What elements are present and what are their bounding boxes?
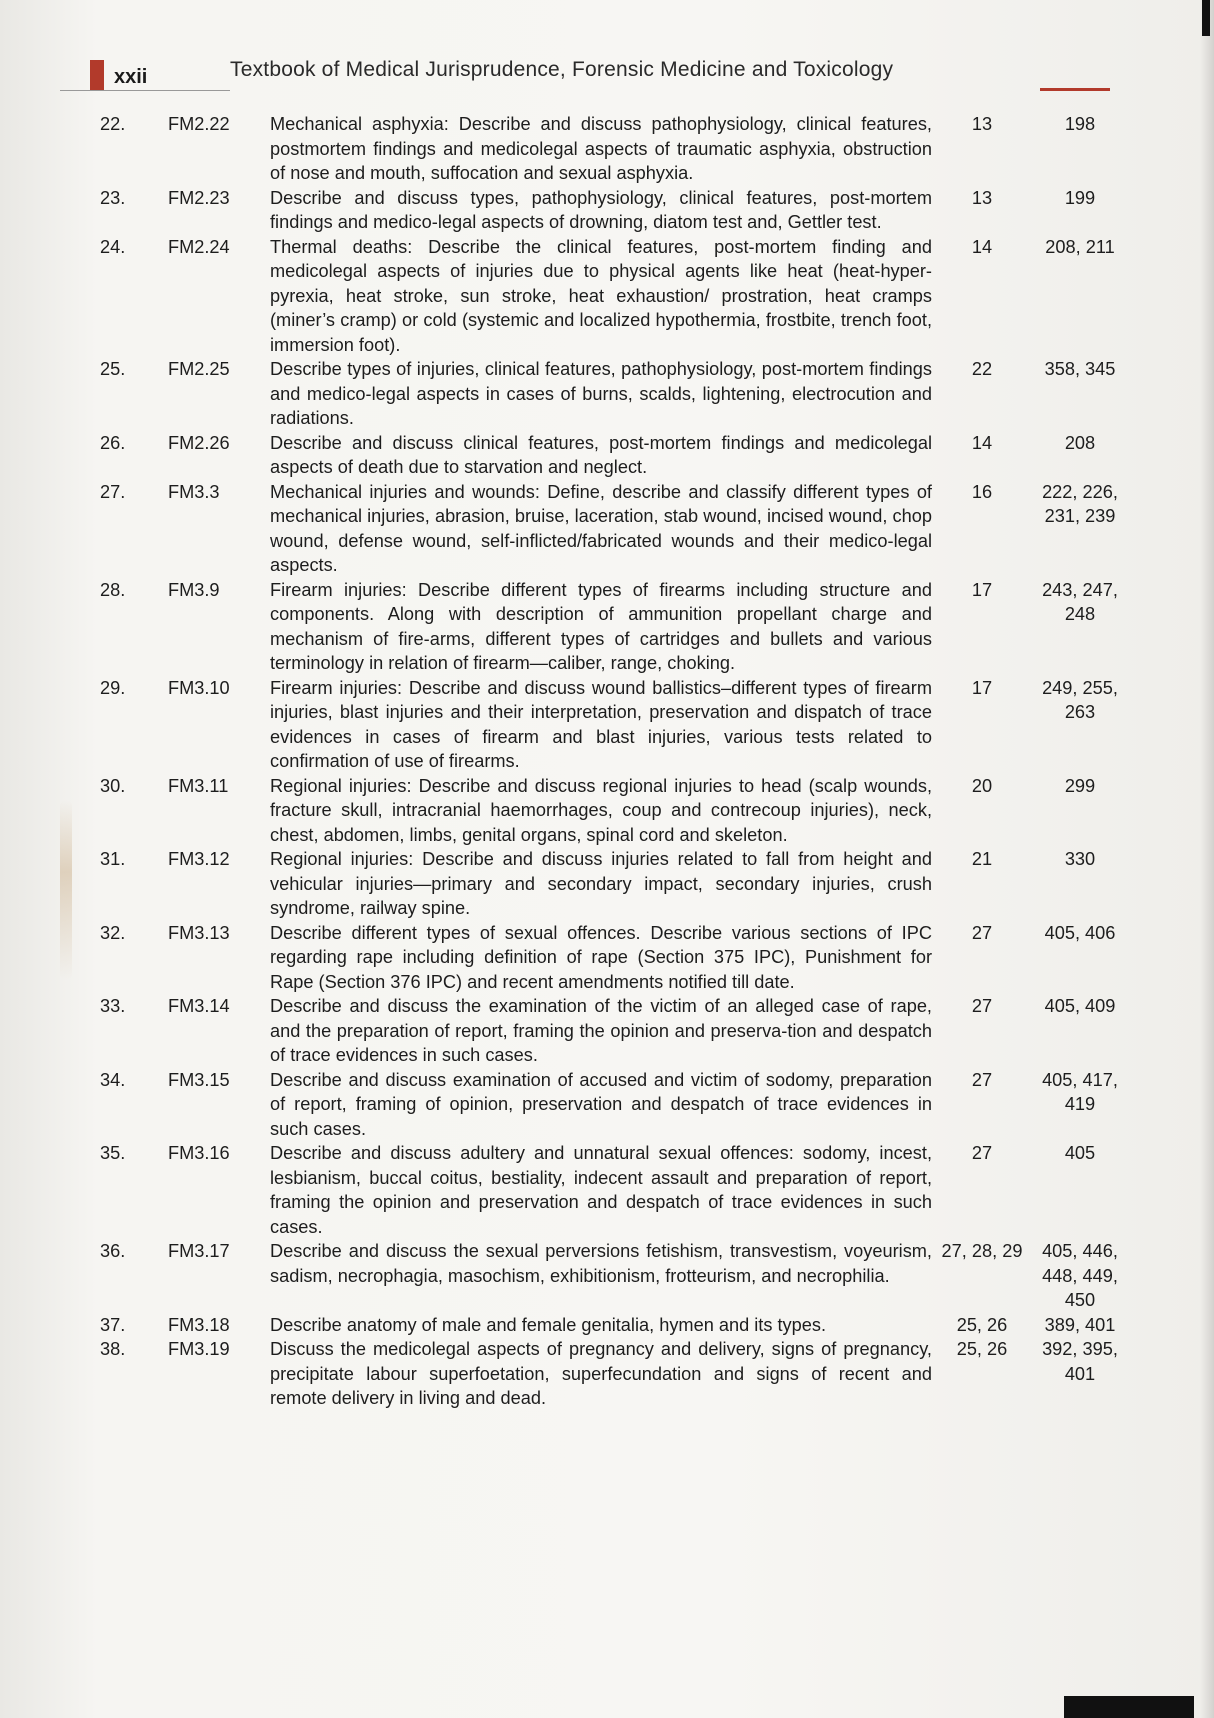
chapter-number: 22 — [971, 359, 993, 379]
row-number: 34. — [100, 1069, 126, 1090]
chapter-number: 13 — [971, 187, 993, 208]
page-numbers: 405, 446, 448, 449, 450 — [1042, 1241, 1118, 1310]
competency-description: Describe and discuss adultery and unnatural sexual offences: sodomy, incest, lesbianism, buccal coitus, bestiality, indecent assault and preparation of report, framing the opinion and preservation and despatch of trace evidences in such cases. — [270, 1143, 932, 1237]
row-number: 25. — [100, 359, 126, 379]
table-row — [100, 1337, 1140, 1411]
page-numbers: 199 — [1064, 187, 1096, 208]
row-number: 29. — [100, 677, 126, 698]
competency-code: FM3.11 — [168, 775, 229, 796]
chapter-number: 17 — [971, 579, 993, 600]
competency-code: FM3.15 — [168, 1069, 230, 1090]
competency-description: Describe and discuss the sexual perversions fetishism, transvestism, voyeurism, sadism, necrophagia, masochism, exhibitionism, frotteurism, and necrophilia. — [270, 1241, 932, 1286]
table-row — [100, 357, 1140, 431]
table-row — [100, 480, 1140, 578]
table-row — [100, 431, 1140, 480]
table-row — [100, 235, 1140, 358]
chapter-number: 17 — [971, 677, 993, 698]
competency-description: Discuss the medicolegal aspects of pregnancy and delivery, signs of pregnancy, precipitate labour superfoetation, superfecundation and signs of recent and remote delivery in living and dead. — [270, 1339, 932, 1408]
competency-code: FM2.24 — [168, 236, 230, 257]
header-rule-right — [1040, 88, 1110, 91]
page-numbers: 208, 211 — [1045, 236, 1115, 257]
page-numbers: 330 — [1064, 849, 1096, 869]
row-number: 30. — [100, 775, 126, 796]
competency-description: Describe and discuss examination of accused and victim of sodomy, preparation of report, framing of opinion, preservation and despatch of trace evidences in such cases. — [270, 1069, 932, 1139]
table-row — [100, 112, 1140, 186]
competency-code: FM2.23 — [168, 187, 230, 208]
competency-description: Describe and discuss clinical features, post-mortem findings and medicolegal aspects of death due to starvation and neglect. — [270, 432, 932, 477]
page-marker-block — [90, 60, 104, 90]
scan-edge-bottom — [1064, 1696, 1194, 1718]
chapter-number: 16 — [971, 481, 993, 502]
chapter-number: 14 — [971, 236, 993, 257]
row-number: 35. — [100, 1143, 126, 1163]
row-number: 32. — [100, 922, 126, 943]
page-number: xxii — [114, 66, 148, 88]
competency-description: Firearm injuries: Describe different types of firearms including structure and components. Along with description of ammunition propellant charge and mechanism of fire-arms, different types of cartridges and bullets and various terminology in relation of firearm—caliber, range, choking. — [270, 579, 932, 673]
chapter-number: 13 — [971, 114, 993, 134]
table-row — [100, 1239, 1140, 1313]
competency-code: FM3.9 — [168, 579, 220, 600]
row-number: 36. — [100, 1241, 126, 1261]
competency-description: Describe anatomy of male and female genitalia, hymen and its types. — [270, 1314, 827, 1335]
row-number: 24. — [100, 236, 126, 257]
competency-code: FM3.16 — [168, 1143, 230, 1163]
page-numbers: 249, 255, 263 — [1042, 677, 1118, 722]
page-numbers: 405, 409 — [1044, 996, 1116, 1016]
competency-description: Regional injuries: Describe and discuss regional injuries to head (scalp wounds, fracture skull, intracranial haemorrhages, coup and contrecoup injuries), neck, chest, abdomen, limbs, genital organs, spinal cord and skeleton. — [270, 775, 932, 845]
page-numbers: 405, 406 — [1044, 922, 1116, 943]
competency-code: FM3.3 — [168, 481, 220, 502]
row-number: 37. — [100, 1314, 126, 1335]
table-row — [100, 847, 1140, 921]
competency-code: FM3.17 — [168, 1241, 230, 1261]
chapter-number: 27 — [971, 1143, 993, 1163]
chapter-number: 27 — [971, 996, 993, 1016]
page-numbers: 208 — [1064, 432, 1096, 453]
chapter-number: 25, 26 — [956, 1339, 1008, 1359]
competency-description: Thermal deaths: Describe the clinical features, post-mortem finding and medicolegal aspects of injuries due to physical agents like heat (heat-hyper-pyrexia, heat stroke, sun stroke, heat exhaustion/ prostration, heat cramps (miner’s cramp) or cold (systemic and localized hypothermia, frostbite, trench foot, immersion foot). — [270, 236, 932, 355]
competency-description: Describe and discuss the examination of the victim of an alleged case of rape, and the preparation of report, framing the opinion and preserva-tion and despatch of trace evidences in such cases. — [270, 996, 932, 1065]
row-number: 33. — [100, 996, 126, 1016]
chapter-number: 21 — [971, 849, 993, 869]
competency-code: FM3.10 — [168, 677, 230, 698]
competency-code: FM2.25 — [168, 359, 230, 379]
row-number: 38. — [100, 1339, 126, 1359]
page-numbers: 243, 247, 248 — [1042, 579, 1118, 624]
chapter-number: 14 — [971, 432, 993, 453]
scan-edge-top — [1202, 0, 1210, 36]
competency-description: Describe different types of sexual offences. Describe various sections of IPC regarding rape including definition of rape (Section 375 IPC), Punishment for Rape (Section 376 IPC) and recent amendments notified till date. — [270, 922, 932, 992]
row-number: 23. — [100, 187, 126, 208]
table-row — [100, 1141, 1140, 1239]
page-header — [90, 52, 1110, 102]
page-curl-shadow — [60, 800, 72, 980]
table-row — [100, 921, 1140, 995]
chapter-number: 25, 26 — [956, 1314, 1008, 1335]
page-numbers: 358, 345 — [1044, 359, 1116, 379]
competency-description: Mechanical asphyxia: Describe and discuss pathophysiology, clinical features, postmortem findings and medicolegal aspects of traumatic asphyxia, obstruction of nose and mouth, suffocation and sexual asphyxia. — [270, 114, 932, 183]
page-numbers: 198 — [1064, 114, 1096, 134]
row-number: 27. — [100, 481, 126, 502]
competency-table — [100, 112, 1140, 1411]
competency-description: Regional injuries: Describe and discuss injuries related to fall from height and vehicular injuries—primary and secondary impact, secondary injuries, crush syndrome, railway spine. — [270, 849, 932, 918]
competency-description: Describe and discuss types, pathophysiology, clinical features, post-mortem findings and medico-legal aspects of drowning, diatom test and, Gettler test. — [270, 187, 932, 232]
competency-description: Describe types of injuries, clinical features, pathophysiology, post-mortem findings and medico-legal aspects in cases of burns, scalds, lightening, electrocution and radiations. — [270, 359, 932, 428]
table-row — [100, 1068, 1140, 1142]
chapter-number: 27 — [971, 1069, 993, 1090]
competency-code: FM3.12 — [168, 849, 230, 869]
chapter-number: 27 — [971, 922, 993, 943]
competency-description: Mechanical injuries and wounds: Define, describe and classify different types of mechanical injuries, abrasion, bruise, laceration, stab wound, incised wound, chop wound, defense wound, self-inflicted/fabricated wounds and their medico-legal aspects. — [270, 481, 932, 575]
competency-code: FM3.14 — [168, 996, 230, 1016]
row-number: 22. — [100, 114, 126, 134]
page-numbers: 405, 417, 419 — [1042, 1069, 1118, 1114]
page-edge-shadow — [1200, 0, 1214, 1718]
table-row — [100, 186, 1140, 235]
page-numbers: 299 — [1064, 775, 1096, 796]
table-row — [100, 774, 1140, 848]
row-number: 31. — [100, 849, 126, 869]
competency-code: FM3.13 — [168, 922, 230, 943]
row-number: 26. — [100, 432, 126, 453]
competency-code: FM3.19 — [168, 1339, 230, 1359]
table-row — [100, 1313, 1140, 1338]
table-row — [100, 676, 1140, 774]
competency-description: Firearm injuries: Describe and discuss wound ballistics–different types of firearm injuries, blast injuries and their interpretation, preservation and dispatch of trace evidences in cases of firearm and blast injuries, various tests related to confirmation of use of firearms. — [270, 677, 932, 771]
competency-code: FM2.22 — [168, 114, 230, 134]
table-row — [100, 578, 1140, 676]
chapter-number: 20 — [971, 775, 993, 796]
row-number: 28. — [100, 579, 126, 600]
page-numbers: 392, 395, 401 — [1042, 1339, 1118, 1384]
page-numbers: 389, 401 — [1044, 1314, 1116, 1335]
competency-code: FM2.26 — [168, 432, 230, 453]
table-row — [100, 994, 1140, 1068]
page-numbers: 222, 226, 231, 239 — [1042, 481, 1118, 526]
chapter-number: 27, 28, 29 — [941, 1241, 1023, 1261]
page-numbers: 405 — [1064, 1143, 1096, 1163]
header-rule-left — [60, 90, 230, 91]
book-title: Textbook of Medical Jurisprudence, Forensic Medicine and Toxicology — [230, 58, 894, 81]
competency-code: FM3.18 — [168, 1314, 230, 1335]
